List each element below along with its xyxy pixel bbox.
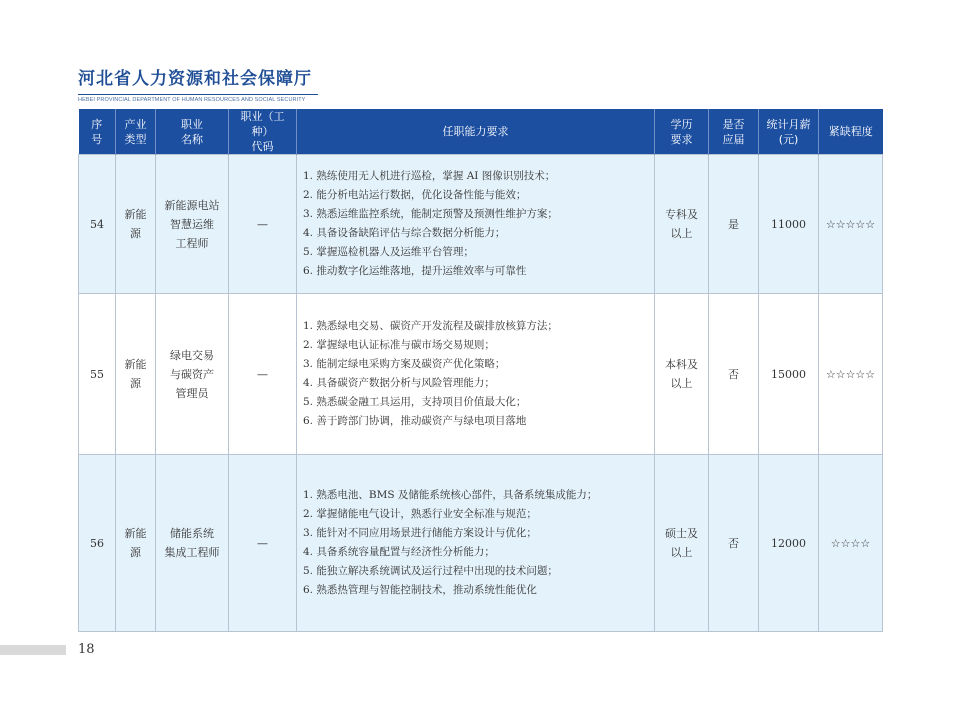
requirement-item: 4. 具备系统容量配置与经济性分析能力； xyxy=(303,546,495,558)
cell-salary: 11000 xyxy=(759,155,819,294)
requirement-item: 4. 具备碳资产数据分析与风险管理能力； xyxy=(303,377,495,389)
cell-seq: 55 xyxy=(79,294,116,455)
cell-requirements xyxy=(297,155,655,294)
cell-graduate: 是 xyxy=(709,155,759,294)
cell-graduate: 否 xyxy=(709,294,759,455)
page-header xyxy=(78,64,318,103)
requirement-item: 6. 熟悉热管理与智能控制技术，推动系统性能优化 xyxy=(303,584,537,596)
table-row xyxy=(79,155,883,294)
col-education: 学历 要求 xyxy=(655,109,709,155)
cell-job: 储能系统 集成工程师 xyxy=(156,455,229,632)
requirement-item: 2. 掌握绿电认证标准与碳市场交易规则； xyxy=(303,339,495,351)
cell-industry: 新能 源 xyxy=(116,155,156,294)
requirement-item: 1. 熟悉绿电交易、碳资产开发流程及碳排放核算方法； xyxy=(303,320,558,332)
job-table xyxy=(78,109,883,632)
requirement-item: 4. 具备设备缺陷评估与综合数据分析能力； xyxy=(303,227,506,239)
cell-salary: 12000 xyxy=(759,455,819,632)
requirement-item: 3. 能制定绿电采购方案及碳资产优化策略； xyxy=(303,358,506,370)
requirement-item: 5. 能独立解决系统调试及运行过程中出现的技术问题； xyxy=(303,565,558,577)
cell-education: 本科及 以上 xyxy=(655,294,709,455)
cell-requirements xyxy=(297,455,655,632)
col-requirements: 任职能力要求 xyxy=(297,109,655,155)
requirement-item: 6. 推动数字化运维落地，提升运维效率与可靠性 xyxy=(303,265,527,277)
cell-industry: 新能 源 xyxy=(116,455,156,632)
cell-scarcity: ☆☆☆☆☆ xyxy=(819,294,883,455)
cell-seq: 54 xyxy=(79,155,116,294)
requirement-item: 1. 熟练使用无人机进行巡检，掌握 AI 图像识别技术； xyxy=(303,170,556,182)
requirement-item: 2. 掌握储能电气设计，熟悉行业安全标准与规范； xyxy=(303,508,537,520)
cell-seq: 56 xyxy=(79,455,116,632)
requirement-item: 1. 熟悉电池、BMS 及储能系统核心部件，具备系统集成能力； xyxy=(303,489,598,501)
cell-scarcity: ☆☆☆☆ xyxy=(819,455,883,632)
cell-graduate: 否 xyxy=(709,455,759,632)
cell-code: — xyxy=(229,294,297,455)
cell-requirements xyxy=(297,294,655,455)
cell-job: 新能源电站 智慧运维 工程师 xyxy=(156,155,229,294)
col-code: 职业（工种） 代码 xyxy=(229,109,297,155)
requirement-item: 5. 熟悉碳金融工具运用，支持项目价值最大化； xyxy=(303,396,527,408)
col-industry: 产业 类型 xyxy=(116,109,156,155)
cell-code: — xyxy=(229,155,297,294)
col-scarcity: 紧缺程度 xyxy=(819,109,883,155)
table-header-row xyxy=(79,109,883,155)
cell-code: — xyxy=(229,455,297,632)
col-job: 职业 名称 xyxy=(156,109,229,155)
requirement-item: 2. 能分析电站运行数据，优化设备性能与能效； xyxy=(303,189,527,201)
cell-job: 绿电交易 与碳资产 管理员 xyxy=(156,294,229,455)
header-divider xyxy=(78,94,318,95)
cell-education: 专科及 以上 xyxy=(655,155,709,294)
col-graduate: 是否 应届 xyxy=(709,109,759,155)
cell-industry: 新能 源 xyxy=(116,294,156,455)
page-number: 18 xyxy=(78,642,95,657)
table-row xyxy=(79,294,883,455)
table-row xyxy=(79,455,883,632)
footer-bar xyxy=(0,645,66,655)
cell-scarcity: ☆☆☆☆☆ xyxy=(819,155,883,294)
department-subtitle: HEBEI PROVINCIAL DEPARTMENT OF HUMAN RESOURCES AND SOCIAL SECURITY xyxy=(78,97,306,103)
col-salary: 统计月薪 (元) xyxy=(759,109,819,155)
requirement-item: 5. 掌握巡检机器人及运维平台管理； xyxy=(303,246,474,258)
cell-salary: 15000 xyxy=(759,294,819,455)
requirement-item: 6. 善于跨部门协调，推动碳资产与绿电项目落地 xyxy=(303,415,527,427)
requirement-item: 3. 能针对不同应用场景进行储能方案设计与优化； xyxy=(303,527,537,539)
cell-education: 硕士及 以上 xyxy=(655,455,709,632)
requirement-item: 3. 熟悉运维监控系统，能制定预警及预测性维护方案； xyxy=(303,208,558,220)
department-title: 河北省人力资源和社会保障厅 xyxy=(78,69,312,89)
col-seq: 序 号 xyxy=(79,109,116,155)
